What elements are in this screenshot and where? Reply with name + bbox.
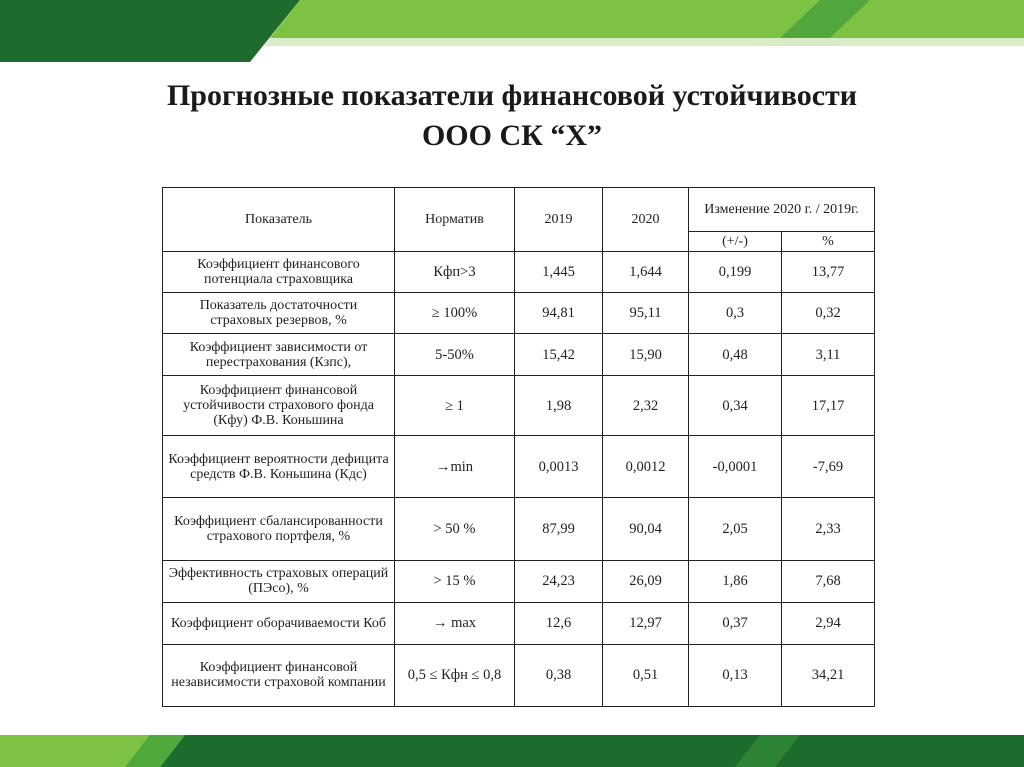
row-change-abs: 1,86: [689, 560, 782, 602]
table-row: [163, 560, 875, 602]
row-value-2019: 1,98: [515, 376, 603, 436]
row-value-2019: 0,0013: [515, 436, 603, 498]
row-change-pct: 7,68: [782, 560, 875, 602]
indicators-table-container: [162, 187, 874, 707]
row-change-abs: 0,34: [689, 376, 782, 436]
header-norm: Норматив: [395, 188, 515, 252]
row-norm: 0,5 ≤ Кфн ≤ 0,8: [395, 644, 515, 706]
title-line-2: ООО СК “Х”: [421, 119, 603, 152]
row-value-2019: 15,42: [515, 334, 603, 376]
row-value-2020: 0,51: [603, 644, 689, 706]
row-change-pct: -7,69: [782, 436, 875, 498]
header-change: Изменение 2020 г. / 2019г.: [689, 188, 875, 232]
row-norm: > 15 %: [395, 560, 515, 602]
row-value-2020: 0,0012: [603, 436, 689, 498]
row-change-abs: 0,37: [689, 602, 782, 644]
header-change-abs: (+/-): [689, 232, 782, 252]
row-indicator-name: Коэффициент финансового потенциала страховщика: [163, 252, 395, 293]
row-norm: →min: [395, 436, 515, 498]
row-value-2019: 1,445: [515, 252, 603, 293]
row-norm: ≥ 1: [395, 376, 515, 436]
indicators-table-body: [163, 252, 875, 707]
table-row: [163, 293, 875, 334]
row-change-pct: 13,77: [782, 252, 875, 293]
top-decor-band: [0, 0, 1024, 62]
row-change-pct: 17,17: [782, 376, 875, 436]
row-indicator-name: Коэффициент сбалансированности страхового портфеля, %: [163, 498, 395, 560]
row-change-abs: 2,05: [689, 498, 782, 560]
row-change-abs: 0,199: [689, 252, 782, 293]
row-change-pct: 34,21: [782, 644, 875, 706]
header-indicator: Показатель: [163, 188, 395, 252]
row-indicator-name: Коэффициент финансовой независимости страховой компании: [163, 644, 395, 706]
row-norm: 5-50%: [395, 334, 515, 376]
row-indicator-name: Коэффициент финансовой устойчивости страхового фонда (Кфу) Ф.В. Коньшина: [163, 376, 395, 436]
row-value-2020: 12,97: [603, 602, 689, 644]
row-value-2019: 12,6: [515, 602, 603, 644]
slide-title: [0, 76, 1024, 156]
header-2020: 2020: [603, 188, 689, 252]
title-line-1: Прогнозные показатели финансовой устойчивости: [166, 79, 858, 112]
table-row: [163, 334, 875, 376]
row-value-2019: 87,99: [515, 498, 603, 560]
row-value-2020: 2,32: [603, 376, 689, 436]
row-indicator-name: Показатель достаточности страховых резервов, %: [163, 293, 395, 334]
row-norm: > 50 %: [395, 498, 515, 560]
row-change-abs: 0,48: [689, 334, 782, 376]
row-indicator-name: Коэффициент зависимости от перестрахования (Кзпс),: [163, 334, 395, 376]
row-change-abs: 0,13: [689, 644, 782, 706]
row-change-abs: 0,3: [689, 293, 782, 334]
row-value-2019: 0,38: [515, 644, 603, 706]
table-row: [163, 602, 875, 644]
table-row: [163, 376, 875, 436]
row-value-2020: 90,04: [603, 498, 689, 560]
bottom-decor-band: [0, 731, 1024, 767]
row-indicator-name: Эффективность страховых операций (ПЭсо), %: [163, 560, 395, 602]
row-change-abs: -0,0001: [689, 436, 782, 498]
row-indicator-name: Коэффициент оборачиваемости Коб: [163, 602, 395, 644]
row-value-2020: 1,644: [603, 252, 689, 293]
header-change-pct: %: [782, 232, 875, 252]
header-2019: 2019: [515, 188, 603, 252]
row-norm: Кфп>3: [395, 252, 515, 293]
row-value-2020: 95,11: [603, 293, 689, 334]
table-row: [163, 644, 875, 706]
table-row: [163, 436, 875, 498]
indicators-table: [162, 187, 875, 707]
row-norm: → max: [395, 602, 515, 644]
row-value-2019: 24,23: [515, 560, 603, 602]
row-change-pct: 2,94: [782, 602, 875, 644]
table-row: [163, 252, 875, 293]
row-change-pct: 0,32: [782, 293, 875, 334]
row-change-pct: 3,11: [782, 334, 875, 376]
row-value-2020: 15,90: [603, 334, 689, 376]
row-change-pct: 2,33: [782, 498, 875, 560]
table-row: [163, 498, 875, 560]
row-indicator-name: Коэффициент вероятности дефицита средств Ф.В. Коньшина (Кдс): [163, 436, 395, 498]
row-value-2020: 26,09: [603, 560, 689, 602]
row-norm: ≥ 100%: [395, 293, 515, 334]
row-value-2019: 94,81: [515, 293, 603, 334]
